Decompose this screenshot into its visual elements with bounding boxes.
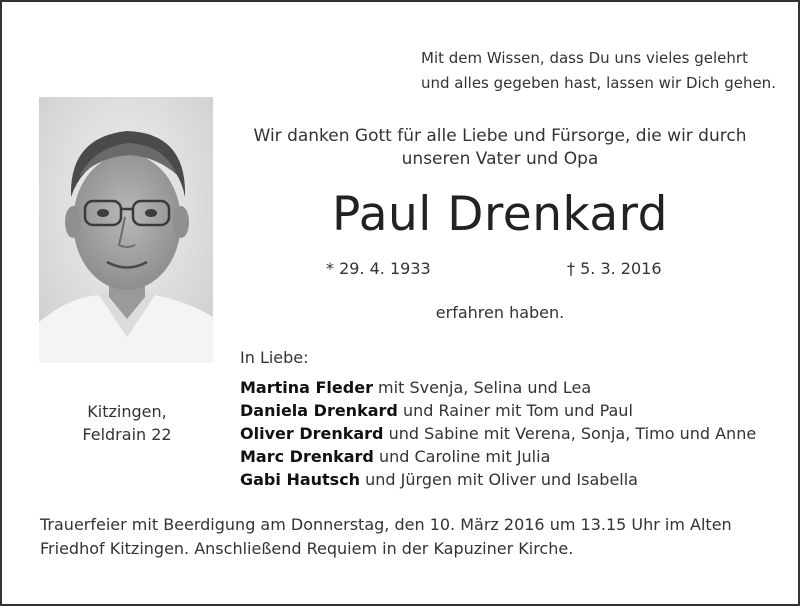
address <box>40 400 214 446</box>
family-member <box>240 376 756 399</box>
family-member <box>240 399 756 422</box>
birth-date: * 29. 4. 1933 <box>326 259 431 278</box>
family-member-name: Gabi Hautsch <box>240 470 361 489</box>
family-member <box>240 445 756 468</box>
service-line-2: Friedhof Kitzingen. Anschließend Requiem in der Kapuziner Kirche. <box>40 539 574 558</box>
family-member <box>240 468 756 491</box>
service-line-1: Trauerfeier mit Beerdigung am Donnerstag, den 10. März 2016 um 13.15 Uhr im Alten <box>40 515 732 534</box>
portrait-photo <box>39 97 213 363</box>
family-member-relatives: und Jürgen mit Oliver und Isabella <box>360 470 638 489</box>
family-member-name: Oliver Drenkard <box>240 424 384 443</box>
address-street: Feldrain 22 <box>82 425 172 444</box>
funeral-service-info <box>40 513 770 561</box>
family-member-relatives: und Caroline mit Julia <box>373 447 551 466</box>
family-intro: In Liebe: <box>240 348 309 367</box>
motto-line-1: Mit dem Wissen, dass Du uns vieles gelehrt <box>421 49 748 67</box>
family-member-relatives: und Rainer mit Tom und Paul <box>397 401 633 420</box>
family-member-relatives: mit Svenja, Selina und Lea <box>372 378 592 397</box>
family-member-relatives: und Sabine mit Verena, Sonja, Timo und Anne <box>383 424 757 443</box>
after-text: erfahren haben. <box>435 303 565 322</box>
thanks-line-1: Wir danken Gott für alle Liebe und Fürsorge, die wir durch <box>253 126 747 146</box>
family-member <box>240 422 756 445</box>
thanks-line-2: unseren Vater und Opa <box>401 149 599 169</box>
motto-line-2: und alles gegeben hast, lassen wir Dich gehen. <box>421 74 776 92</box>
motto <box>421 46 781 96</box>
address-city: Kitzingen, <box>87 402 167 421</box>
thanks-text <box>240 125 760 171</box>
family-list <box>240 376 756 491</box>
death-date: † 5. 3. 2016 <box>567 259 662 278</box>
portrait-illustration <box>39 97 213 363</box>
deceased-name: Paul Drenkard <box>331 187 669 242</box>
family-member-name: Daniela Drenkard <box>240 401 398 420</box>
family-member-name: Marc Drenkard <box>240 447 374 466</box>
family-member-name: Martina Fleder <box>240 378 373 397</box>
